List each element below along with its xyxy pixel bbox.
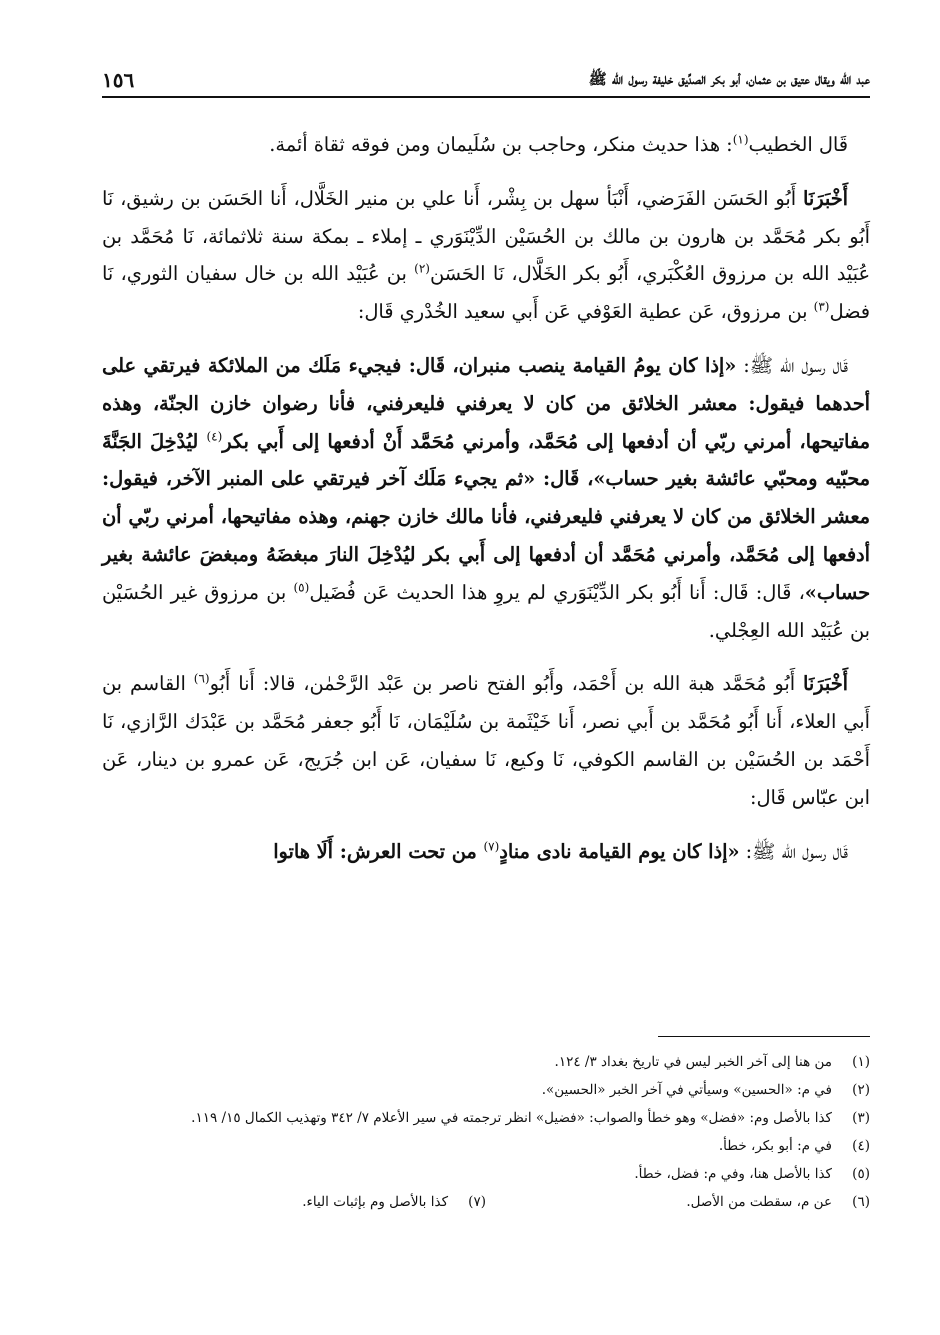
footnote-text: كذا بالأصل وم بإثبات الياء. xyxy=(302,1194,448,1210)
footnote-item xyxy=(486,1188,870,1216)
footnote-row xyxy=(102,1188,870,1216)
isnad-lead: أَخْبَرَنَا xyxy=(803,672,848,696)
footnote-item xyxy=(102,1048,870,1076)
footnote-number: (٢) xyxy=(852,1082,870,1098)
footnote-item xyxy=(102,1104,870,1132)
footnote-item xyxy=(102,1076,870,1104)
footnote-ref-4: (٤) xyxy=(206,429,223,444)
paragraph-5 xyxy=(102,833,870,871)
footnotes xyxy=(102,1048,870,1216)
footnote-text: كذا بالأصل هنا، وفي م: فضل، خطأ. xyxy=(634,1166,832,1182)
footnote-text: من هنا إلى آخر الخبر ليس في تاريخ بغداد ٣/ ١٢٤. xyxy=(554,1054,832,1070)
footnote-ref-6: (٦) xyxy=(193,671,210,686)
footnote-ref-1: (١) xyxy=(732,132,749,147)
isnad-lead: أَخْبَرَنَا xyxy=(803,186,848,210)
text-run: القاسم بن أَبي العلاء، أَنا أَبُو مُحَمَّد بن أَبي نصر، أَنا خَيْثَمة بن سُلَيْمَان، نَا أَبُو جعفر مُحَمَّد بن عَبْدَك الرَّازي، نَا أَحْمَد بن الحُسَيْن بن القاسم الكوفي، نَا وكيع، نَا سفيان، عَن ابن جُرَيج، عَن عمرو بن دينار، عَن ابن عبّاس قَال: xyxy=(102,672,870,809)
footnote-ref-2: (٢) xyxy=(414,261,430,276)
footnote-item xyxy=(102,1132,870,1160)
main-text xyxy=(102,126,870,880)
text-run: قَال رسول الله ﷺ: xyxy=(739,839,848,863)
paragraph-4 xyxy=(102,665,870,816)
text-run: بن عُبَيْد الله بن خال سفيان الثوري، نَا فضل xyxy=(102,262,870,324)
footnote-item xyxy=(102,1188,486,1216)
footnote-number: (٧) xyxy=(468,1194,486,1210)
footnote-number: (٤) xyxy=(852,1138,870,1154)
paragraph-1 xyxy=(102,126,870,164)
footnote-ref-3: (٣) xyxy=(813,299,830,314)
footnote-text: عن م، سقطت من الأصل. xyxy=(686,1194,832,1210)
text-run: بن مرزوق، عَن عطية العَوْفي عَن أَبي سعيد الخُدْري قَال: xyxy=(357,300,814,324)
footnote-number: (٣) xyxy=(852,1110,870,1126)
footnote-text: في م: أبو بكر، خطأ. xyxy=(718,1138,832,1154)
page-number: ١٥٦ xyxy=(102,68,135,92)
footnote-text: في م: «الحسين» وسيأتي في آخر الخبر «الحسين». xyxy=(541,1082,832,1098)
hadith-text: من تحت العرش: أَلَا هاتوا xyxy=(273,839,484,863)
text-run: : هذا حديث منكر، وحاجب بن سُلَيمان ومن فوقه ثقاة أئمة. xyxy=(269,133,733,156)
paragraph-2 xyxy=(102,180,870,331)
hadith-text: «إذا كان يومُ القيامة ينصب منبران، قَال: فيجيء مَلَك من الملائكة فيرتقي على أحدهما فيقول: معشر الخلائق من كان لا يعرفني فليعرفني، فأنا رضوان خازن الجنّة، وهذه مفاتيحها، أمرني ربّي أن أدفعها إلى مُحَمَّد، وأمرني مُحَمَّد أَنْ أدفعها إلى أَبي بكر xyxy=(102,353,870,453)
text-run: قَال رسول الله ﷺ: xyxy=(736,353,848,377)
footnote-divider xyxy=(658,1036,870,1037)
text-run: قَال الخطيب xyxy=(748,133,848,156)
text-run: أَبُو مُحَمَّد هبة الله بن أَحْمَد، وأَبُو الفتح ناصر بن عَبْد الرَّحْمٰن، قالا: أَنا أَبُو xyxy=(209,672,804,696)
text-run: أَبُو الحَسَن الفَرَضي، أَنْبَأ سهل بن بِشْر، أَنا علي بن منير الخَلَّال، أَنا الحَسَن بن رشيق، نَا أَبُو بكر مُحَمَّد بن هارون بن مالك بن الحُسَيْن الدِّيْنَوَري ـ إملاء ـ بمكة سنة ثلاثمائة، نَا مُحَمَّد بن عُبَيْد الله بن مرزوق العُكْبَري، أَبُو بكر الخَلَّال، نَا الحَسَن xyxy=(102,186,870,286)
footnote-number: (٥) xyxy=(852,1166,870,1182)
text-run: بن مرزوق غير الحُسَيْن بن عُبَيْد الله العِجْلي. xyxy=(102,580,870,642)
text-run: ، قَال: قَال: أَنا أَبُو بكر الدِّيْنَوَري لم يروِ هذا الحديث عَن فُضَيل xyxy=(309,580,805,604)
footnote-number: (١) xyxy=(852,1054,870,1070)
footnote-number: (٦) xyxy=(852,1194,870,1210)
footnote-item xyxy=(102,1160,870,1188)
hadith-text: «إذا كان يوم القيامة نادى منادٍ xyxy=(499,839,740,863)
hadith-text: ليُدْخِلَ الجَنَّةَ محبّيه ومحبّي عائشة بغير حساب»، قَال: «ثم يجيء مَلَك آخر فيرتقي على المنبر الآخر، فيقول: معشر الخلائق من كان لا يعرفني فليعرفني، فأنا مالك خازن جهنم، وهذه مفاتيحها، أمرني ربّي أن أدفعها إلى مُحَمَّد، وأمرني مُحَمَّد أن أدفعها إلى أَبي بكر ليُدْخِلَ النارَ مبغضَهُ ومبغضَ عائشة بغير حساب» xyxy=(102,429,870,604)
footnote-ref-7: (٧) xyxy=(483,839,500,854)
running-head xyxy=(102,58,870,98)
footnote-ref-5: (٥) xyxy=(293,580,310,595)
paragraph-3 xyxy=(102,347,870,649)
footnote-text: كذا بالأصل وم: «فضل» وهو خطأ والصواب: «فضيل» انظر ترجمته في سير الأعلام ٧/ ٣٤٢ وتهذيب الكمال ١٥/ ١١٩. xyxy=(191,1110,832,1126)
running-head-title: عبد الله ويقال عتيق بن عثمان، أبو بكر الصدِّيق خليفة رسول الله ﷺ xyxy=(588,70,870,88)
